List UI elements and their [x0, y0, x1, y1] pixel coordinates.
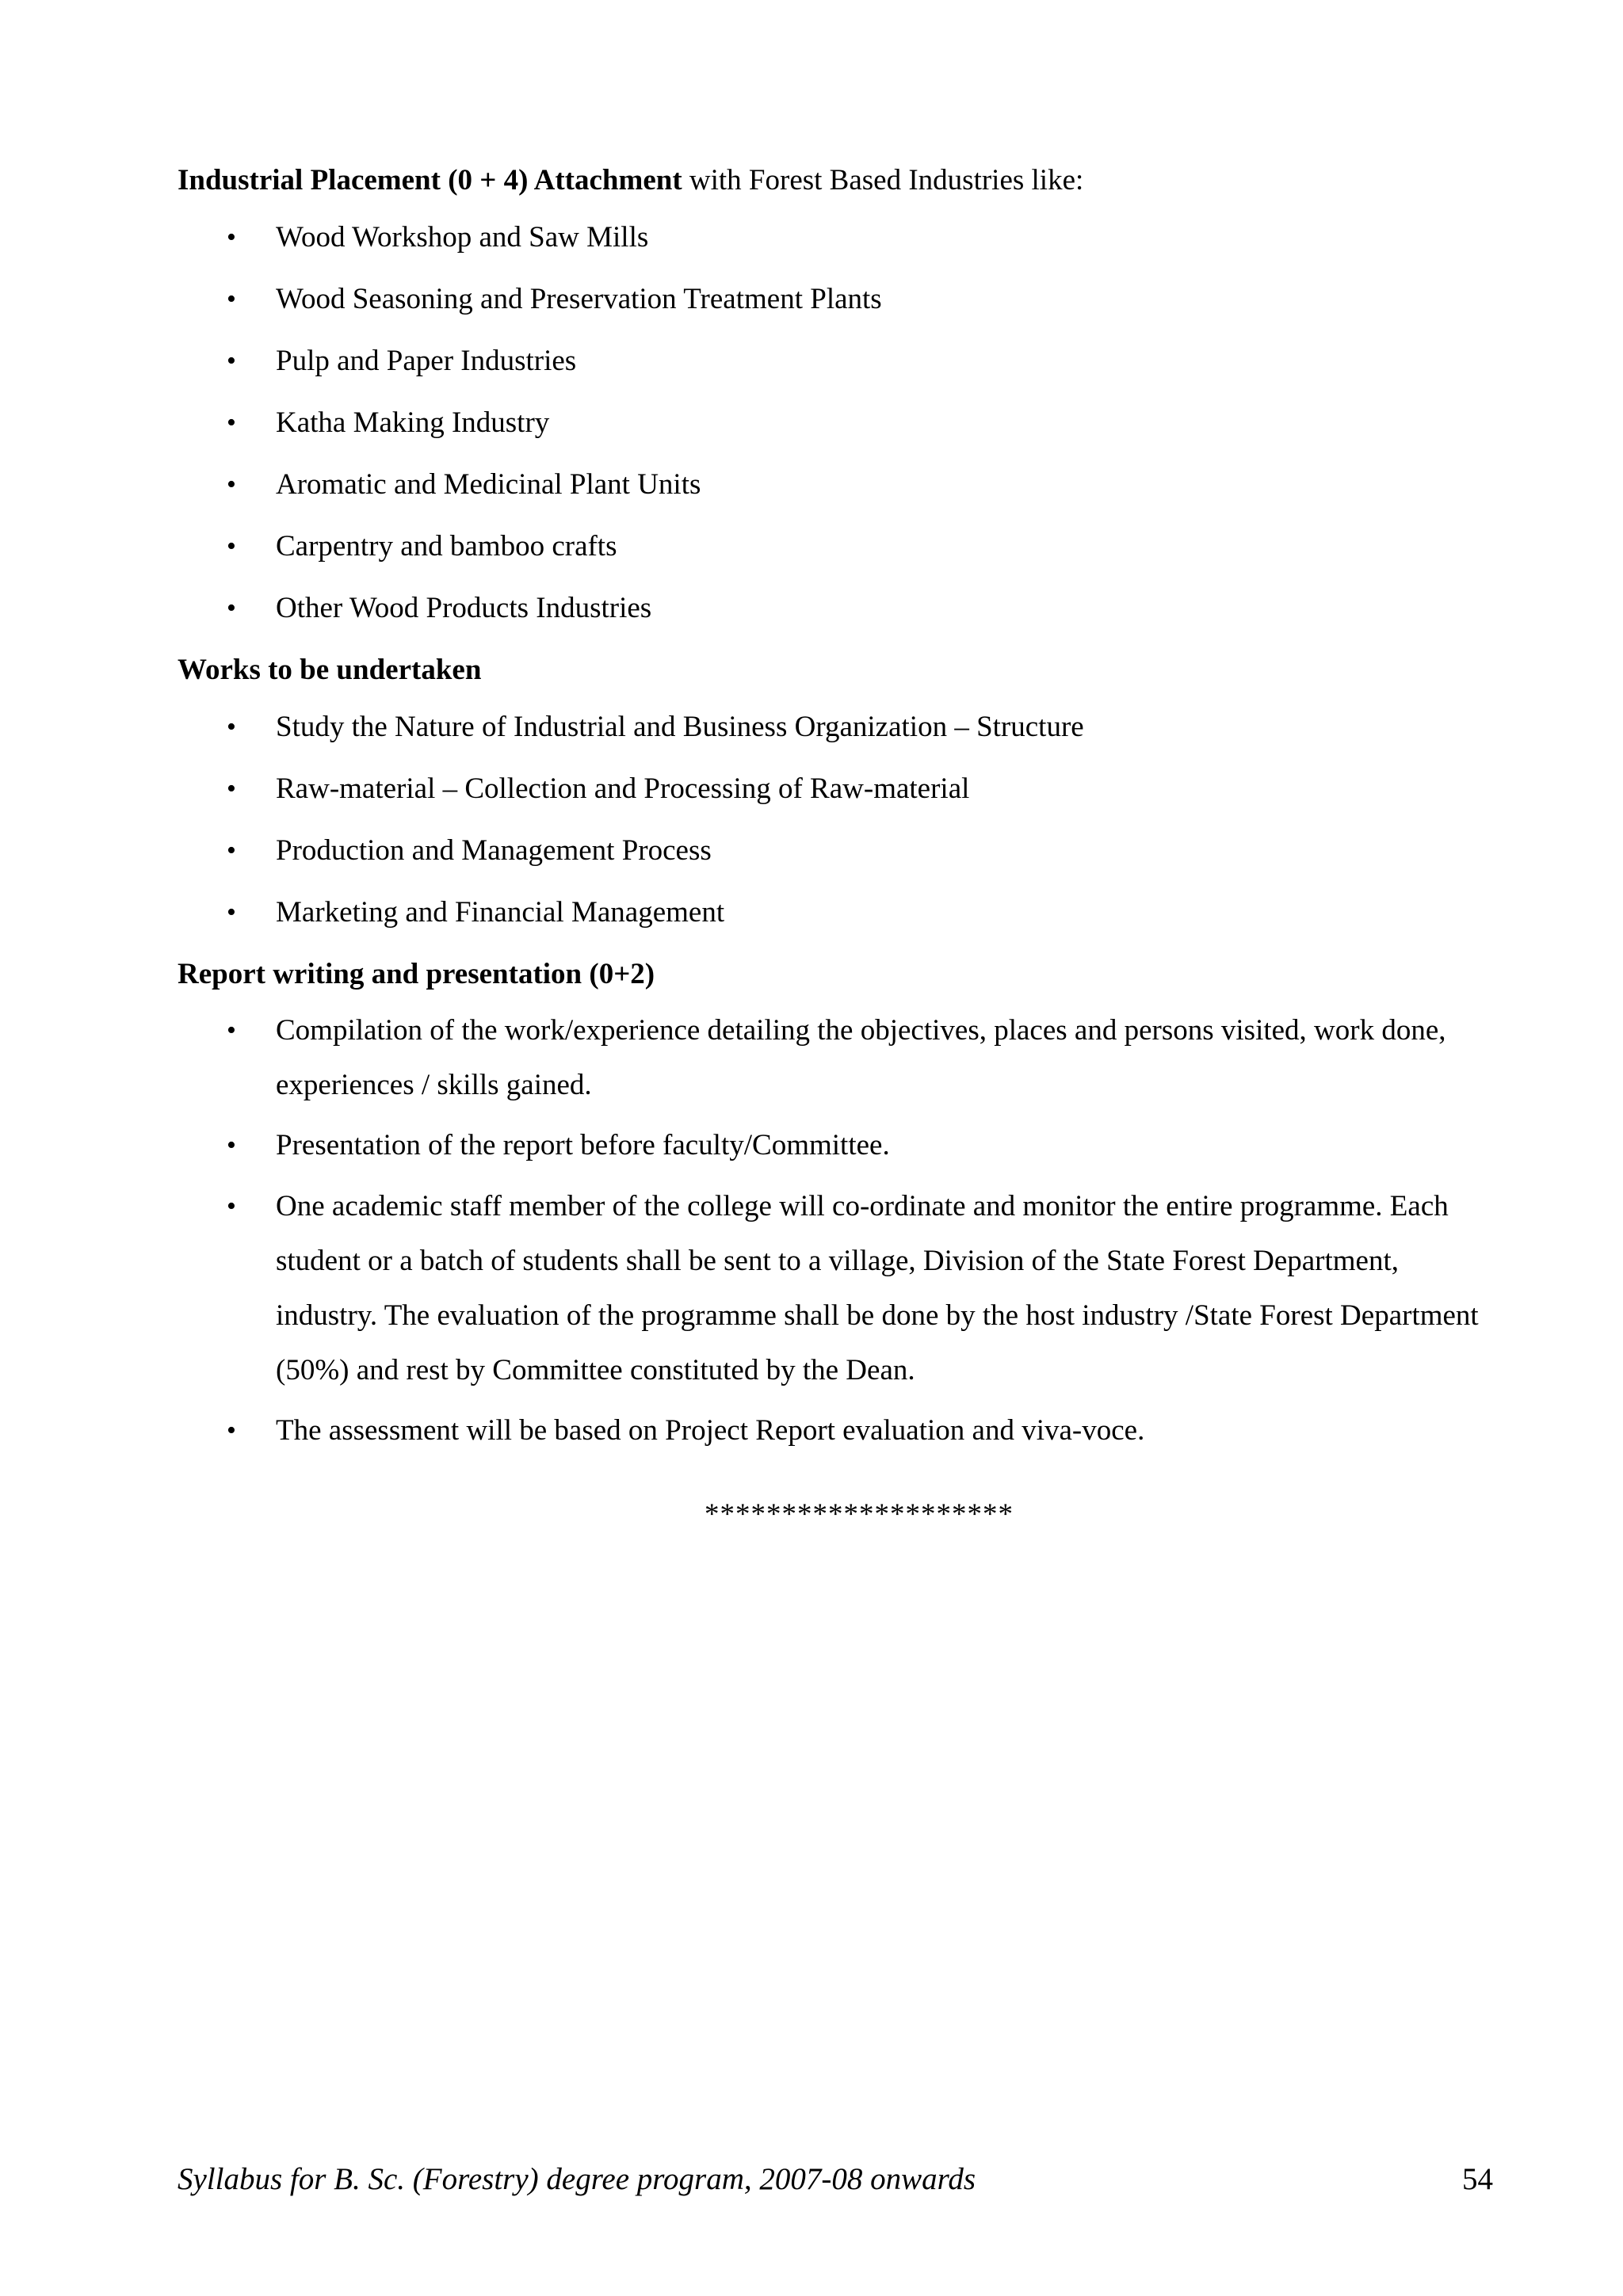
page-footer [178, 2161, 1493, 2197]
list-item [178, 1179, 1493, 1398]
list-item-text: Carpentry and bamboo crafts [276, 530, 617, 563]
list-item-text: Marketing and Financial Management [276, 896, 725, 929]
bullet-icon: • [227, 1192, 236, 1221]
list-item-text: Other Wood Products Industries [276, 592, 652, 624]
bullet-icon: • [227, 774, 236, 803]
list-item-text: Pulp and Paper Industries [276, 345, 577, 377]
page-number: 54 [1462, 2162, 1493, 2196]
section-heading-report [178, 946, 1493, 1003]
list-item [178, 761, 1493, 818]
footer-text: Syllabus for B. Sc. (Forestry) degree program, 2007-08 onwards [178, 2162, 976, 2196]
section-heading-industrial-placement [178, 152, 1493, 209]
bullet-icon: • [227, 593, 236, 623]
bullet-icon: • [227, 532, 236, 561]
section-separator: ******************** [705, 1498, 1014, 1531]
list-item [178, 1402, 1493, 1459]
list-item-text: Wood Workshop and Saw Mills [276, 221, 649, 254]
bullet-icon: • [227, 470, 236, 499]
bullet-icon: • [227, 836, 236, 865]
list-item [178, 822, 1493, 879]
list-item-text: Wood Seasoning and Preservation Treatment Plants [276, 283, 882, 315]
industry-list [178, 209, 1493, 637]
list-item-text: Presentation of the report before faculty/Committee. [276, 1129, 890, 1161]
list-item-text: Study the Nature of Industrial and Business Organization – Structure [276, 711, 1084, 743]
bullet-icon: • [227, 712, 236, 742]
heading-bold-text: Industrial Placement (0 + 4) Attachment [178, 164, 682, 196]
list-item-text: The assessment will be based on Project Report evaluation and viva-voce. [276, 1414, 1145, 1447]
list-item [178, 884, 1493, 941]
list-item [178, 699, 1493, 756]
list-item-text: Katha Making Industry [276, 406, 550, 439]
list-item-text: One academic staff member of the college will co-ordinate and monitor the entire programme. Each student or a batch of students shall be sent to a village, Division of the State Forest Department, industry. The evaluation of the programme shall be done by the host industry /State Forest Department (50%) and rest by Committee constituted by the Dean. [276, 1190, 1479, 1386]
list-item [178, 209, 1493, 266]
bullet-icon: • [227, 223, 236, 252]
list-item [178, 1117, 1493, 1174]
list-item-text: Compilation of the work/experience detailing the objectives, places and persons visited, work done, experiences / skills gained. [276, 1014, 1446, 1101]
list-item-text: Raw-material – Collection and Processing of Raw-material [276, 772, 970, 805]
heading-bold-text: Works to be undertaken [178, 654, 482, 686]
list-item-text: Aromatic and Medicinal Plant Units [276, 468, 701, 501]
list-item [178, 271, 1493, 328]
section-heading-works [178, 642, 1493, 699]
bullet-icon: • [227, 346, 236, 376]
works-list [178, 699, 1493, 941]
bullet-icon: • [227, 1416, 236, 1445]
bullet-icon: • [227, 408, 236, 437]
list-item [178, 518, 1493, 575]
list-item-text: Production and Management Process [276, 834, 712, 867]
heading-rest-text: with Forest Based Industries like: [682, 164, 1084, 196]
bullet-icon: • [227, 898, 236, 927]
list-item [178, 456, 1493, 513]
document-body [178, 152, 1493, 1464]
report-list [178, 1003, 1493, 1459]
bullet-icon: • [227, 284, 236, 314]
list-item [178, 333, 1493, 390]
list-item [178, 1003, 1493, 1112]
heading-bold-text: Report writing and presentation (0+2) [178, 958, 655, 990]
bullet-icon: • [227, 1016, 236, 1045]
list-item [178, 580, 1493, 637]
list-item [178, 395, 1493, 452]
bullet-icon: • [227, 1131, 236, 1160]
